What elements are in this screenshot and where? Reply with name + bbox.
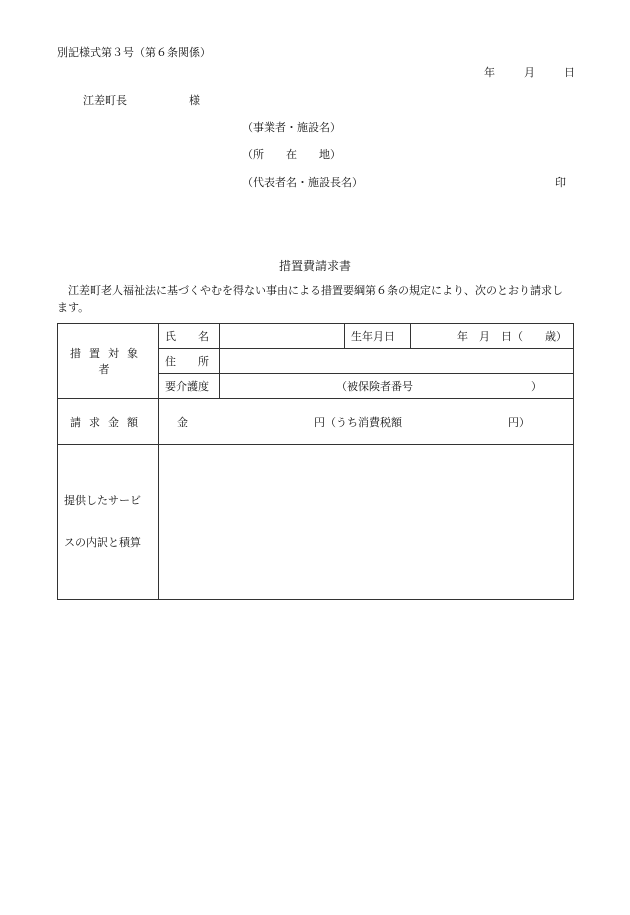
amount-yen: 円（うち消費税額	[314, 415, 402, 429]
birthdate-field[interactable]: 年 月 日（ 歳）	[411, 324, 574, 349]
insured-number-close: ）	[531, 380, 542, 393]
services-header	[58, 445, 159, 600]
amount-tax-close: 円）	[508, 415, 530, 429]
services-header-line2: スの内訳と積算	[64, 536, 141, 549]
care-level-label: 要介護度	[159, 374, 220, 399]
address-field[interactable]	[220, 349, 574, 374]
name-field[interactable]	[220, 324, 345, 349]
birthdate-label: 生年月日	[345, 324, 411, 349]
services-field[interactable]	[159, 445, 574, 600]
name-label: 氏 名	[159, 324, 220, 349]
date-month: 月	[524, 66, 535, 79]
amount-header: 請求金額	[58, 399, 159, 445]
addressee-name: 江差町長	[83, 94, 127, 107]
addressee	[83, 92, 200, 108]
care-level-field[interactable]	[220, 374, 574, 399]
date-year: 年	[484, 66, 495, 79]
preamble	[57, 282, 572, 316]
amount-prefix: 金	[177, 415, 188, 429]
form-number: 別記様式第３号（第６条関係）	[57, 46, 211, 59]
request-table	[57, 323, 574, 600]
applicant-address: （所 在 地）	[242, 148, 341, 161]
amount-field[interactable]	[159, 399, 574, 445]
services-header-line1: 提供したサービ	[64, 494, 141, 507]
document-title: 措置費請求書	[278, 259, 351, 273]
date-day: 日	[564, 66, 575, 79]
date-line	[484, 64, 575, 80]
insured-number-label: （被保険者番号	[336, 380, 413, 393]
applicant-business-name: （事業者・施設名）	[242, 121, 341, 134]
preamble-text: 江差町老人福祉法に基づくやむを得ない事由による措置要綱第６条の規定により、次のとおり請求します。	[57, 284, 563, 314]
applicant-representative: （代表者名・施設長名）	[242, 176, 363, 189]
address-label: 住 所	[159, 349, 220, 374]
honorific: 様	[189, 94, 200, 107]
subject-header: 措置対象者	[58, 324, 159, 399]
seal-mark: 印	[555, 176, 566, 189]
